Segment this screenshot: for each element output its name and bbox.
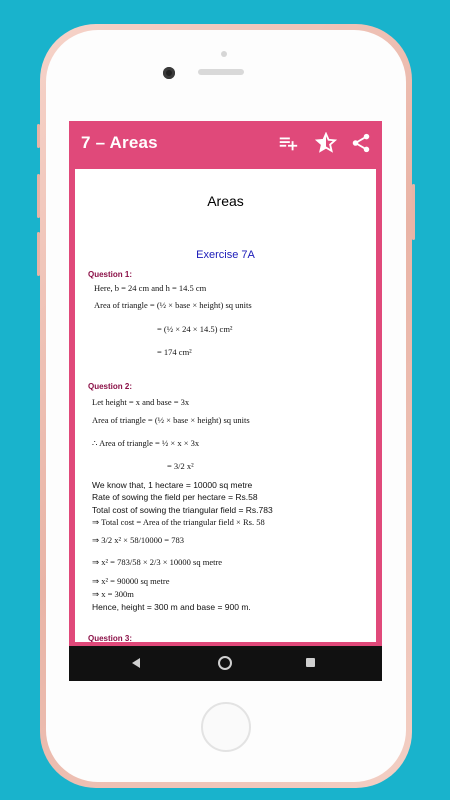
answer-line: ⇒ x² = 783/58 × 2/3 × 10000 sq metre — [92, 557, 223, 567]
answer-line: ⇒ x = 300m — [92, 589, 134, 599]
answer-line: = 174 cm² — [157, 347, 192, 357]
proximity-sensor — [221, 51, 227, 57]
answer-line: Area of triangle = (½ × base × height) sq units — [92, 415, 250, 425]
share-icon[interactable] — [350, 132, 372, 154]
back-icon[interactable] — [132, 658, 140, 668]
document-page[interactable] — [75, 169, 376, 642]
answer-line: ⇒ 3/2 x² × 58/10000 = 783 — [92, 535, 184, 545]
question-2-label: Question 2: — [88, 382, 133, 391]
app-title: 7 – Areas — [81, 133, 158, 152]
home-icon[interactable] — [218, 656, 232, 670]
answer-line: Let height = x and base = 3x — [92, 397, 190, 407]
playlist-add-icon[interactable] — [277, 132, 299, 154]
question-1-label: Question 1: — [88, 270, 133, 279]
star-icon[interactable] — [315, 132, 337, 154]
answer-line: = (½ × 24 × 14.5) cm² — [157, 324, 233, 334]
document-title: Areas — [207, 193, 244, 209]
system-nav-bar — [69, 646, 382, 681]
answer-line: Hence, height = 300 m and base = 900 m. — [92, 602, 251, 612]
recent-apps-icon[interactable] — [306, 658, 315, 667]
answer-line: Here, b = 24 cm and h = 14.5 cm — [94, 283, 207, 293]
home-button[interactable] — [201, 702, 251, 752]
answer-line: = 3/2 x² — [167, 461, 194, 471]
power-button — [412, 184, 415, 240]
question-3-label: Question 3: — [88, 634, 133, 642]
answer-line: Total cost of sowing the triangular field = Rs.783 — [92, 505, 273, 515]
mute-switch — [37, 124, 40, 148]
answer-line: Area of triangle = (½ × base × height) sq units — [94, 300, 252, 310]
answer-line: ∴ Area of triangle = ½ × x × 3x — [92, 438, 200, 448]
volume-down-button — [37, 232, 40, 276]
app-bar — [69, 121, 382, 167]
volume-up-button — [37, 174, 40, 218]
earpiece-speaker — [198, 69, 244, 75]
screen — [69, 121, 382, 681]
answer-line: We know that, 1 hectare = 10000 sq metre — [92, 480, 253, 490]
front-camera — [163, 67, 175, 79]
answer-line: ⇒ Total cost = Area of the triangular field × Rs. 58 — [92, 517, 265, 527]
exercise-heading: Exercise 7A — [196, 249, 255, 261]
answer-line: ⇒ x² = 90000 sq metre — [92, 576, 170, 586]
answer-line: Rate of sowing the field per hectare = Rs.58 — [92, 492, 258, 502]
